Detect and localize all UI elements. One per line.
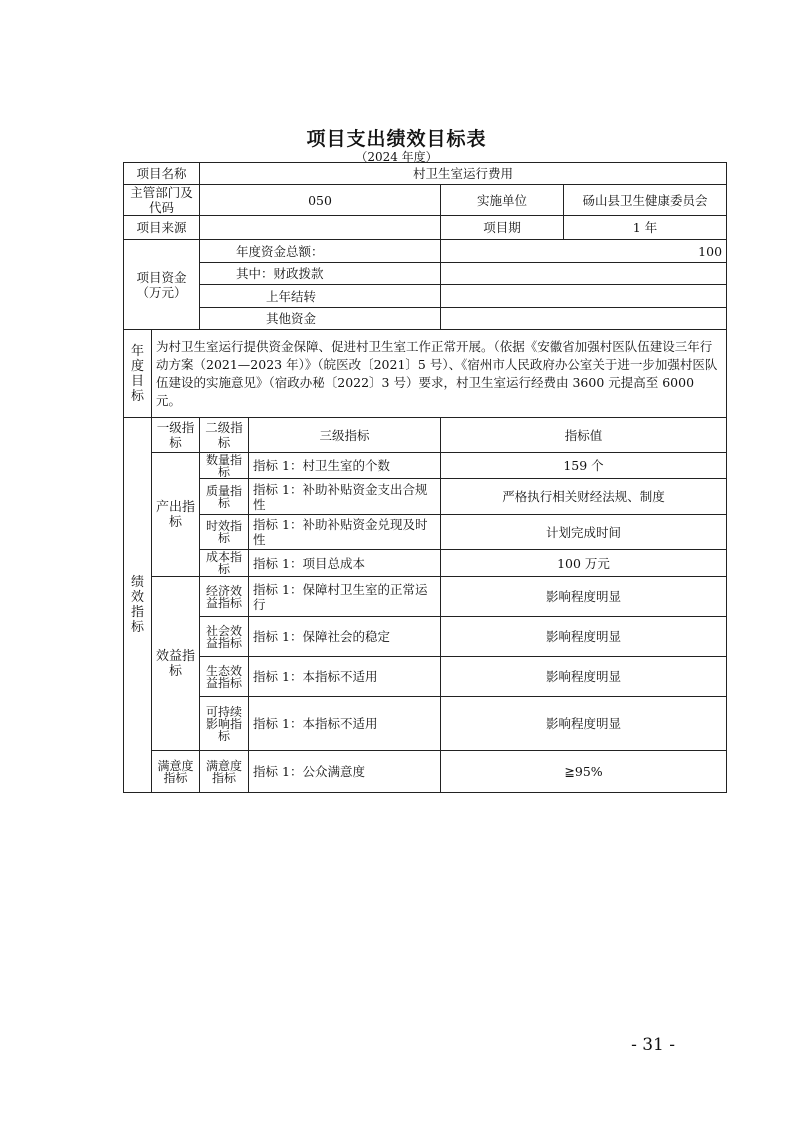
- project-period-value: 1 年: [564, 216, 727, 240]
- level2-indicator: 时效指标: [200, 515, 249, 550]
- indicator-value: 严格执行相关财经法规、制度: [441, 479, 727, 515]
- page-subtitle: （2024 年度）: [355, 150, 438, 164]
- level3-indicator: 指标 1：本指标不适用: [249, 657, 441, 697]
- project-source-value: [200, 216, 441, 240]
- indicator-value: ≧95%: [441, 751, 727, 793]
- table-row: [124, 515, 727, 550]
- table-row: [124, 453, 727, 479]
- performance-indicators-label: 绩效指标: [124, 418, 152, 793]
- table-row: [124, 617, 727, 657]
- output-indicators-label: 产出指标: [152, 453, 200, 577]
- total-funds-value: 100: [441, 240, 727, 263]
- fiscal-allocation-label: 其中：财政拨款: [200, 263, 441, 285]
- performance-target-table: [123, 162, 727, 793]
- table-row: [124, 418, 727, 453]
- total-funds-label: 年度资金总额：: [200, 240, 441, 263]
- page-number: - 31 -: [631, 1035, 675, 1055]
- header-level1: 一级指标: [152, 418, 200, 453]
- indicator-value: 影响程度明显: [441, 577, 727, 617]
- annual-goal-text: 为村卫生室运行提供资金保障、促进村卫生室工作正常开展。（依据《安徽省加强村医队伍建设三年行动方案（2021—2023 年）》（皖医改〔2021〕5 号）、《宿州市人民政府办公室关于进一步加强村医队伍建设的实施意见》（宿政办秘〔2022〕3 号）要求，村卫生室运行经费由 3600 元提高至 6000 元。: [152, 330, 727, 418]
- table-row: [124, 240, 727, 263]
- table-row: [124, 657, 727, 697]
- department-label: 主管部门及代码: [124, 185, 200, 216]
- level2-indicator: 社会效益指标: [200, 617, 249, 657]
- level3-indicator: 指标 1：项目总成本: [249, 550, 441, 577]
- header-level2: 二级指标: [200, 418, 249, 453]
- level3-indicator: 指标 1：公众满意度: [249, 751, 441, 793]
- project-period-label: 项目期: [441, 216, 564, 240]
- table-row: [124, 216, 727, 240]
- indicator-value: 影响程度明显: [441, 697, 727, 751]
- table-row: [124, 751, 727, 793]
- indicator-value: 159 个: [441, 453, 727, 479]
- page-title: 项目支出绩效目标表: [306, 128, 487, 150]
- satisfaction-indicators-label: 满意度指标: [152, 751, 200, 793]
- implementing-unit-value: 砀山县卫生健康委员会: [564, 185, 727, 216]
- table-row: [124, 185, 727, 216]
- indicator-value: 100 万元: [441, 550, 727, 577]
- table-row: [124, 479, 727, 515]
- table-row: [124, 163, 727, 185]
- department-code: 050: [200, 185, 441, 216]
- benefit-indicators-label: 效益指标: [152, 577, 200, 751]
- table-row: [124, 330, 727, 418]
- level2-indicator: 满意度指标: [200, 751, 249, 793]
- annual-goal-label: 年度目标: [124, 330, 152, 418]
- carryover-value: [441, 285, 727, 308]
- project-name-value: 村卫生室运行费用: [200, 163, 727, 185]
- table-row: [124, 577, 727, 617]
- level3-indicator: 指标 1：保障村卫生室的正常运行: [249, 577, 441, 617]
- level2-indicator: 生态效益指标: [200, 657, 249, 697]
- level3-indicator: 指标 1：补助补贴资金兑现及时性: [249, 515, 441, 550]
- carryover-label: 上年结转: [200, 285, 441, 308]
- level3-indicator: 指标 1：村卫生室的个数: [249, 453, 441, 479]
- other-funds-label: 其他资金: [200, 308, 441, 330]
- project-name-label: 项目名称: [124, 163, 200, 185]
- level2-indicator: 可持续影响指标: [200, 697, 249, 751]
- table-row: [124, 263, 727, 285]
- header-level3: 三级指标: [249, 418, 441, 453]
- level2-indicator: 质量指标: [200, 479, 249, 515]
- project-source-label: 项目来源: [124, 216, 200, 240]
- level2-indicator: 经济效益指标: [200, 577, 249, 617]
- table-row: [124, 308, 727, 330]
- other-funds-value: [441, 308, 727, 330]
- header-value: 指标值: [441, 418, 727, 453]
- table-row: [124, 697, 727, 751]
- table-row: [124, 285, 727, 308]
- project-funds-label: 项目资金（万元）: [124, 240, 200, 330]
- indicator-value: 计划完成时间: [441, 515, 727, 550]
- level3-indicator: 指标 1：保障社会的稳定: [249, 617, 441, 657]
- level3-indicator: 指标 1：本指标不适用: [249, 697, 441, 751]
- fiscal-allocation-value: [441, 263, 727, 285]
- indicator-value: 影响程度明显: [441, 657, 727, 697]
- level3-indicator: 指标 1：补助补贴资金支出合规性: [249, 479, 441, 515]
- level2-indicator: 数量指标: [200, 453, 249, 479]
- indicator-value: 影响程度明显: [441, 617, 727, 657]
- implementing-unit-label: 实施单位: [441, 185, 564, 216]
- level2-indicator: 成本指标: [200, 550, 249, 577]
- table-row: [124, 550, 727, 577]
